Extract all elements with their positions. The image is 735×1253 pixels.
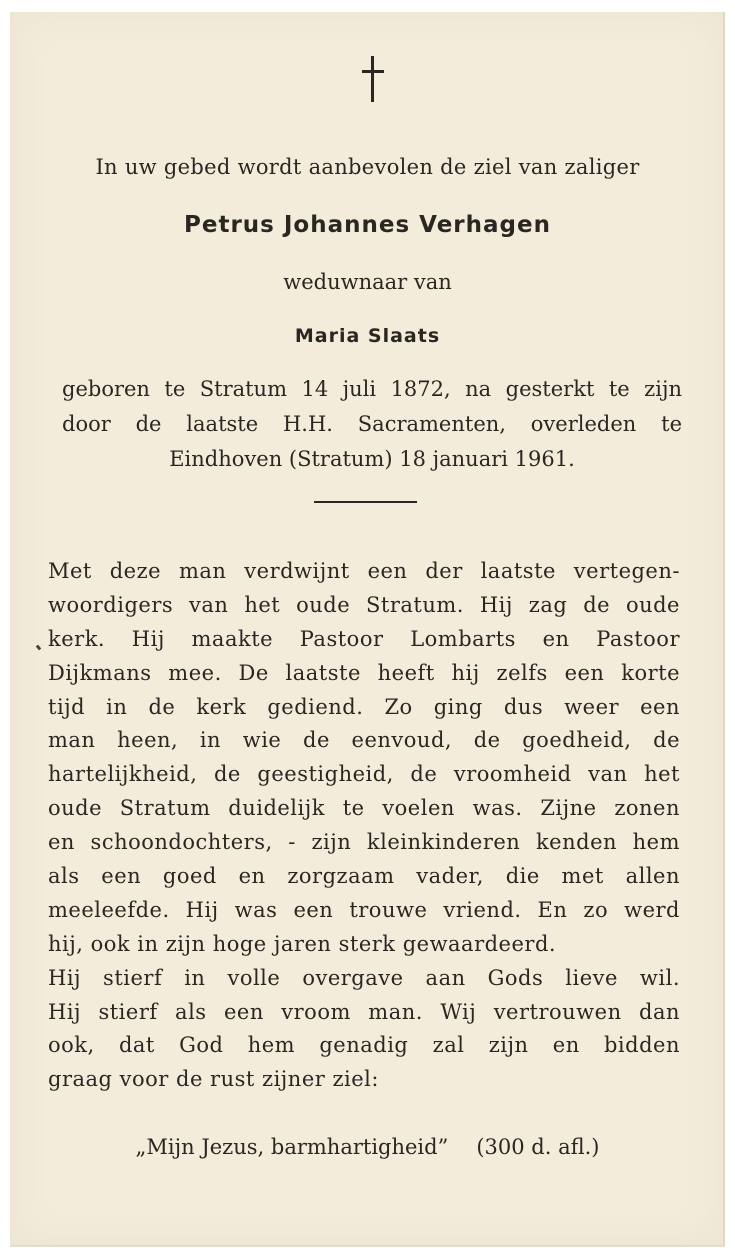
deceased-name: Petrus Johannes Verhagen <box>184 212 551 238</box>
eulogy-line: hartelijkheid, de geestigheid, de vroomheid van het <box>48 762 680 787</box>
eulogy-line: oude Stratum duidelijk te voelen was. Zijne zonen <box>48 796 680 821</box>
cross-icon <box>362 56 384 102</box>
eulogy-line: ook, dat God hem genadig zal zijn en bidden <box>48 1033 680 1058</box>
eulogy-line: Hij stierf als een vroom man. Wij vertrouwen dan <box>48 999 680 1024</box>
eulogy-line: kerk. Hij maakte Pastoor Lombarts en Pastoor <box>48 626 680 651</box>
eulogy-line: Dijkmans mee. De laatste heeft hij zelfs een korte <box>48 660 680 685</box>
birth-death-paragraph <box>62 372 682 477</box>
eulogy-line: man heen, in wie de eenvoud, de goedheid, de <box>48 728 680 753</box>
eulogy-line: woordigers van het oude Stratum. Hij zag de oude <box>48 592 680 617</box>
eulogy-line: als een goed en zorgzaam vader, die met allen <box>48 864 680 889</box>
spouse-name: Maria Slaats <box>294 325 441 347</box>
prayer-text: „Mijn Jezus, barmhartigheid” <box>135 1135 449 1159</box>
eulogy-line: tijd in de kerk gediend. Zo ging dus weer een <box>48 694 680 719</box>
relation-text: weduwnaar van <box>283 270 452 294</box>
birth-death-line: Eindhoven (Stratum) 18 januari 1961. <box>169 447 575 471</box>
eulogy-line: graag voor de rust zijner ziel: <box>48 1067 379 1092</box>
indulgence-text: (300 d. afl.) <box>476 1135 600 1159</box>
prayer-line <box>0 1135 735 1159</box>
eulogy-line: en schoondochters, - zijn kleinkinderen kenden hem <box>48 830 680 855</box>
intro-text: In uw gebed wordt aanbevolen de ziel van zaliger <box>95 155 640 179</box>
eulogy-paragraph <box>48 555 680 1097</box>
eulogy-line: Met deze man verdwijnt een der laatste vertegen- <box>48 559 680 583</box>
birth-death-line: geboren te Stratum 14 juli 1872, na gesterkt te zijn <box>62 377 682 401</box>
birth-death-line: door de laatste H.H. Sacramenten, overleden te <box>62 412 682 436</box>
eulogy-line: Hij stierf in volle overgave aan Gods lieve wil. <box>48 965 680 990</box>
eulogy-line: hij, ook in zijn hoge jaren sterk gewaardeerd. <box>48 931 557 956</box>
divider <box>314 501 417 503</box>
eulogy-line: meeleefde. Hij was een trouwe vriend. En zo werd <box>48 897 680 922</box>
